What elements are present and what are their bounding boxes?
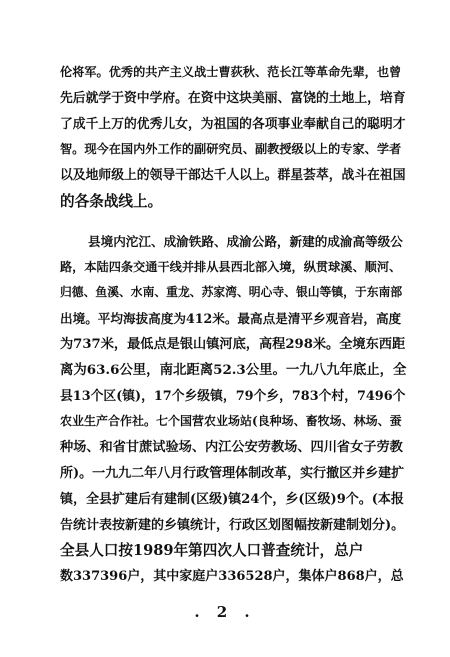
text-line: 县境内沱江、成渝铁路、成渝公路，新建的成渝高等级公 bbox=[88, 233, 403, 249]
paragraph-2 bbox=[60, 229, 405, 590]
text-line: 路，本陆四条交通干线并排从县西北部入境，纵贯球溪、顺河、 bbox=[60, 259, 402, 274]
text-line: 县13个区(镇)，17个乡级镇，79个乡，783个村，7496个 bbox=[60, 388, 406, 404]
text-line: 以及地师级上的领导干部达千人以上。群星荟萃，战斗在祖国 bbox=[60, 168, 406, 184]
text-line: 智。现今在国内外工作的副研究员、副教授级以上的专家、学者 bbox=[60, 142, 402, 157]
paragraph-1 bbox=[60, 60, 405, 215]
text-line: 所)。一九九二年八月行政管理体制改革，实行撤区并乡建扩 bbox=[60, 465, 405, 481]
text-line: 先后就学于资中学府。在资中这块美丽、富饶的土地上，培育 bbox=[60, 90, 406, 106]
text-line: 农业生产合作社。七个国营农业场站(良种场、畜牧场、林场、蚕 bbox=[60, 414, 402, 429]
text-line: 归德、鱼溪、水南、重龙、苏家湾、明心寺、银山等镇，于东南部 bbox=[60, 285, 403, 300]
paragraph-gap bbox=[60, 215, 405, 229]
text-line: 离为63.6公里，南北距离52.3公里。一九八九年底止，全 bbox=[60, 361, 407, 378]
text-line: 告统计表按新建的乡镇统计，行政区划图幅按新建制划分)。 bbox=[60, 517, 405, 533]
text-line: 种场、和省甘蔗试验场、内江公安劳教场、四川省女子劳教 bbox=[60, 440, 403, 456]
text-line: 全县人口按1989年第四次人口普查统计，总户 bbox=[60, 542, 364, 560]
text-line: 为737米，最低点是银山镇河底，高程298米。全境东西距 bbox=[60, 336, 406, 352]
body-text bbox=[60, 60, 405, 590]
text-line: 镇，全县扩建后有建制(区级)镇24个，乡(区级)9个。(本报 bbox=[60, 491, 404, 507]
page-number: . 2 . bbox=[194, 603, 256, 621]
text-line: 的各条战线上。 bbox=[60, 192, 163, 210]
text-line: 出境。平均海拔高度为412米。最高点是清平乡观音岩，高度 bbox=[60, 311, 402, 327]
text-line: 伦将军。优秀的共产主义战士曹荻秋、范长江等革命先辈，也曾 bbox=[60, 65, 402, 79]
text-line: 了成千上万的优秀儿女，为祖国的各项事业奉献自己的聪明才 bbox=[60, 116, 406, 132]
text-line: 数337396户，其中家庭户336528户，集体户868户，总 bbox=[60, 569, 404, 585]
